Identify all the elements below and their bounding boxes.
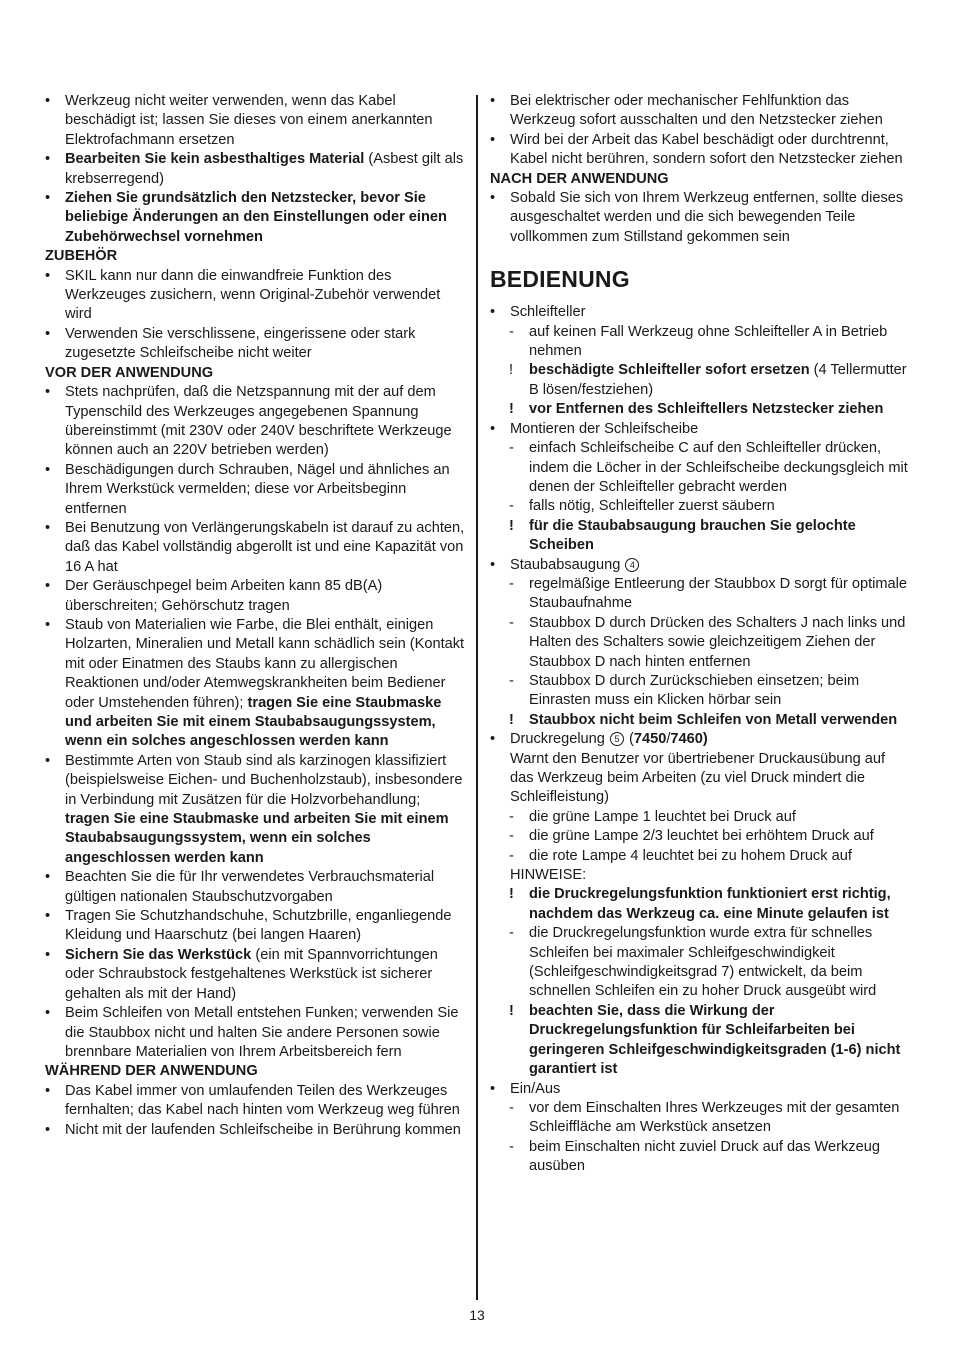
list-item	[490, 131, 910, 170]
text: auf keinen Fall Werkzeug ohne Schleifteller A in Betrieb nehmen	[529, 323, 888, 360]
text: Beachten Sie die für Ihr verwendetes Verbrauchsmaterial gültigen nationalen Staubschutzvorgaben	[65, 869, 435, 905]
text: Tragen Sie Schutzhandschuhe, Schutzbrille, enganliegende Kleidung und Haarschutz (bei langen Haaren)	[65, 908, 452, 944]
dash-icon: -	[509, 1138, 514, 1155]
bold-text: beschädigte Schleifteller sofort ersetzen	[529, 362, 810, 379]
bullet-icon: •	[45, 461, 51, 478]
list-item	[45, 383, 465, 461]
list-item	[45, 461, 465, 519]
bullet-icon: •	[490, 93, 496, 109]
sub-list-item	[490, 439, 910, 497]
bullet-icon: •	[45, 1121, 51, 1138]
right-column	[490, 92, 910, 1177]
notes-label	[490, 866, 910, 885]
section-heading	[490, 170, 910, 189]
text: HINWEISE:	[510, 867, 587, 884]
dash-icon: -	[509, 925, 514, 942]
bullet-icon: •	[45, 1005, 51, 1022]
bullet-icon: •	[45, 908, 51, 925]
text: Staubbox D durch Zurückschieben einsetzen; beim Einrasten muss ein Klicken hörbar sein	[529, 672, 860, 709]
sub-list-item	[490, 575, 910, 614]
column-divider	[476, 95, 478, 1300]
sub-list-item	[490, 1138, 910, 1177]
bullet-icon: •	[45, 616, 51, 633]
text: falls nötig, Schleifteller zuerst säubern	[529, 498, 775, 515]
bold-text: Sichern Sie das Werkstück	[65, 946, 252, 963]
warning-item	[490, 885, 910, 924]
text: Sobald Sie sich von Ihrem Werkzeug entfernen, sollte dieses ausgeschaltet werden und die sich bewegenden Teile vollkommen zum Stillstand gekommen sein	[510, 190, 904, 245]
bold-text: Staubbox nicht beim Schleifen von Metall verwenden	[529, 711, 898, 728]
text: (4 Tellermutter B lösen/festziehen)	[529, 362, 907, 398]
text: Staubabsaugung	[510, 556, 625, 573]
bullet-icon: •	[490, 420, 496, 437]
bold-text: 7450	[633, 731, 667, 748]
list-item	[45, 1004, 465, 1062]
sub-list-item	[490, 672, 910, 711]
text: Bei elektrischer oder mechanischer Fehlfunktion das Werkzeug sofort ausschalten und den Netzstecker ziehen	[510, 93, 883, 129]
text: Verwenden Sie verschlissene, eingerissene oder stark zugesetzte Schleifscheibe nicht weiter	[65, 325, 416, 362]
page-number: 13	[469, 1307, 485, 1323]
bullet-icon: •	[45, 869, 51, 886]
bullet-icon: •	[490, 556, 496, 573]
warning-mark-icon: !	[509, 517, 514, 534]
text: regelmäßige Entleerung der Staubbox D sorgt für optimale Staubaufnahme	[529, 575, 908, 612]
dash-icon: -	[509, 498, 514, 515]
warning-mark-icon: !	[509, 362, 514, 379]
text: Staubbox D durch Drücken des Schalters J nach links und Halten des Schalters sowie gleichzeitigem Ziehen der Staubbox D nach hinten entfernen	[529, 614, 906, 670]
list-item	[45, 92, 465, 150]
bold-text: tragen Sie eine Staubmaske und arbeiten Sie mit einem Staubabsaugungssystem, wenn ein solches angeschlossen werden kann	[65, 811, 449, 866]
dash-icon: -	[509, 440, 514, 457]
sub-list-item	[490, 808, 910, 827]
sub-list-item	[490, 497, 910, 516]
dash-icon: -	[509, 1099, 514, 1116]
bullet-icon: •	[45, 93, 51, 109]
bullet-icon: •	[490, 1080, 496, 1097]
dash-icon: -	[509, 575, 514, 592]
text: einfach Schleifscheibe C auf den Schleifteller drücken, indem die Löcher in der Schleifscheibe deckungsgleich mit denen der Schleifteller gebracht werden	[529, 440, 908, 495]
text: beim Einschalten nicht zuviel Druck auf das Werkzeug ausüben	[529, 1138, 880, 1175]
warning-mark-icon: !	[509, 401, 514, 418]
bullet-icon: •	[490, 304, 496, 321]
text: (	[624, 731, 634, 748]
text: Nicht mit der laufenden Schleifscheibe in Berührung kommen	[65, 1121, 461, 1138]
list-item	[45, 577, 465, 616]
text: Staub von Materialien wie Farbe, die Blei enthält, einigen Holzarten, Mineralien und Metall kann schädlich sein (Kontakt mit oder Einatmen des Staubs kann zu allergischen Reaktionen und/oder Atemwegskrankheiten beim Bediener oder Umstehenden führen);	[65, 616, 465, 711]
warning-item	[490, 1002, 910, 1080]
bold-text: vor Entfernen des Schleiftellers Netzstecker ziehen	[529, 401, 884, 418]
section-heading	[45, 364, 465, 383]
sub-list-item	[490, 924, 910, 1002]
warning-item	[490, 361, 910, 400]
text: Beim Schleifen von Metall entstehen Funken; verwenden Sie die Staubbox nicht und halten Sie andere Personen sowie brennbare Materialien von Ihrem Arbeitsbereich fern	[65, 1005, 459, 1060]
text: die grüne Lampe 1 leuchtet bei Druck auf	[529, 808, 796, 825]
bullet-icon: •	[45, 190, 51, 207]
text: Beschädigungen durch Schrauben, Nägel und ähnliches an Ihrem Werkstück vermelden; diese vor Arbeitsbeginn entfernen	[65, 461, 450, 517]
text: ZUBEHÖR	[45, 248, 118, 265]
dash-icon: -	[509, 672, 514, 689]
bullet-icon: •	[45, 325, 51, 342]
text: die rote Lampe 4 leuchtet bei zu hohem Druck auf	[529, 847, 852, 864]
sub-list-item	[490, 847, 910, 866]
text: Werkzeug nicht weiter verwenden, wenn das Kabel beschädigt ist; lassen Sie dieses von einem anerkannten Elektrofachmann ersetzen	[65, 93, 433, 148]
list-item	[45, 519, 465, 577]
bold-text: 7460)	[670, 731, 708, 748]
text: Bei Benutzung von Verlängerungskabeln ist darauf zu achten, daß das Kabel vollständig abgerollt ist und eine Kapazität von 16 A hat	[65, 519, 465, 575]
text: VOR DER ANWENDUNG	[45, 364, 214, 381]
list-item	[45, 150, 465, 189]
text: SKIL kann nur dann die einwandfreie Funktion des Werkzeuges zusichern, wenn Original-Zubehör verwendet wird	[65, 267, 441, 323]
text: die grüne Lampe 2/3 leuchtet bei erhöhtem Druck auf	[529, 828, 874, 845]
list-item	[45, 1121, 465, 1140]
dash-icon: -	[509, 847, 514, 864]
warning-item	[490, 517, 910, 556]
dash-icon: -	[509, 323, 514, 340]
bold-text: die Druckregelungsfunktion funktioniert erst richtig, nachdem das Werkzeug ca. eine Minute gelaufen ist	[529, 886, 891, 922]
sub-list-item	[490, 323, 910, 362]
text: Der Geräuschpegel beim Arbeiten kann 85 dB(A) überschreiten; Gehörschutz tragen	[65, 578, 383, 614]
dash-icon: -	[509, 614, 514, 631]
bullet-icon: •	[45, 519, 51, 536]
list-item	[490, 420, 910, 439]
bullet-icon: •	[45, 1082, 51, 1099]
list-item	[490, 1080, 910, 1099]
list-item	[45, 946, 465, 1004]
bold-text: beachten Sie, dass die Wirkung der Druckregelungsfunktion für Schleifarbeiten bei geringeren Schleifgeschwindigkeitsgraden (1-6) nicht garantiert ist	[529, 1002, 901, 1078]
dash-icon: -	[509, 808, 514, 825]
text: Ein/Aus	[510, 1080, 561, 1097]
text: Das Kabel immer von umlaufenden Teilen des Werkzeuges fernhalten; das Kabel nach hinten vom Werkzeug weg führen	[65, 1082, 460, 1119]
list-item	[45, 868, 465, 907]
bold-text: Ziehen Sie grundsätzlich den Netzstecker, bevor Sie beliebige Änderungen an den Einstellungen oder einen Zubehörwechsel vornehmen	[65, 190, 447, 245]
left-column	[45, 92, 465, 1140]
warning-item	[490, 711, 910, 730]
bold-text: tragen Sie eine Staubmaske und arbeiten Sie mit einem Staubabsaugungssystem, wenn ein solches angeschlossen werden kann	[65, 694, 442, 750]
text: Bestimmte Arten von Staub sind als karzinogen klassifiziert (beispielsweise Eichen- und Buchenholzstaub), insbesondere in Verbindung mit Zusätzen für die Holzvorbehandlung;	[65, 752, 463, 808]
list-item	[490, 92, 910, 131]
list-item	[490, 730, 910, 808]
page-title	[490, 265, 910, 293]
sub-list-item	[490, 827, 910, 846]
bullet-icon: •	[45, 151, 51, 168]
warning-mark-icon: !	[509, 711, 514, 728]
text: vor dem Einschalten Ihres Werkzeuges mit der gesamten Schleiffläche am Werkstück ansetzen	[529, 1099, 900, 1136]
bullet-icon: •	[45, 946, 51, 963]
warning-mark-icon: !	[509, 1002, 514, 1019]
sub-list-item	[490, 1099, 910, 1138]
bullet-icon: •	[490, 131, 496, 148]
list-item	[45, 752, 465, 868]
list-item	[45, 616, 465, 752]
text: Stets nachprüfen, daß die Netzspannung mit der auf dem Typenschild des Werkzeuges angegebenen Spannung übereinstimmt (mit 230V oder 240V beschriftete Werkzeuge können auch an 220V betrieben werden)	[65, 384, 452, 459]
bold-text: Bearbeiten Sie kein asbesthaltiges Material	[65, 151, 365, 168]
text: Wird bei der Arbeit das Kabel beschädigt oder durchtrennt, Kabel nicht berühren, sondern sofort den Netzstecker ziehen	[510, 131, 903, 168]
text: (Asbest gilt als krebserregend)	[65, 151, 464, 187]
list-item	[490, 189, 910, 247]
text: NACH DER ANWENDUNG	[490, 170, 669, 187]
list-item	[45, 1082, 465, 1121]
bullet-icon: •	[490, 731, 496, 748]
list-item	[45, 267, 465, 325]
list-item	[45, 907, 465, 946]
figure-reference-icon: 5	[610, 732, 624, 746]
bullet-icon: •	[45, 578, 51, 595]
section-heading	[45, 247, 465, 266]
section-heading	[45, 1062, 465, 1081]
bullet-icon: •	[45, 267, 51, 284]
text: die Druckregelungsfunktion wurde extra für schnelles Schleifen bei maximaler Schleifgeschwindigkeit (Schleifgeschwindigkeitsgrad 7) entwickelt, da beim schnellen Schleifen ein zu hoher Druck ausgeübt wird	[529, 925, 877, 1000]
bold-text: für die Staubabsaugung brauchen Sie gelochte Scheiben	[529, 517, 856, 554]
list-item	[45, 189, 465, 247]
text: BEDIENUNG	[490, 266, 630, 293]
text: Druckregelung	[510, 731, 609, 748]
text: WÄHREND DER ANWENDUNG	[45, 1063, 258, 1080]
figure-reference-icon: 4	[625, 558, 639, 572]
list-item	[45, 325, 465, 364]
text: Warnt den Benutzer vor übertriebener Druckausübung auf das Werkzeug beim Arbeiten (zu viel Druck mindert die Schleifleistung)	[510, 750, 886, 806]
list-item	[490, 303, 910, 322]
text: (ein mit Spannvorrichtungen oder Schraubstock festgehaltenes Werkstück ist sicherer gehalten als mit der Hand)	[65, 946, 438, 1002]
sub-list-item	[490, 614, 910, 672]
text: Montieren der Schleifscheibe	[510, 420, 699, 437]
warning-item	[490, 400, 910, 419]
dash-icon: -	[509, 828, 514, 845]
bullet-icon: •	[490, 190, 496, 207]
text: /	[666, 731, 671, 748]
text: Schleifteller	[510, 304, 586, 321]
bullet-icon: •	[45, 752, 51, 769]
warning-mark-icon: !	[509, 886, 514, 903]
bullet-icon: •	[45, 384, 51, 401]
list-item	[490, 556, 910, 575]
